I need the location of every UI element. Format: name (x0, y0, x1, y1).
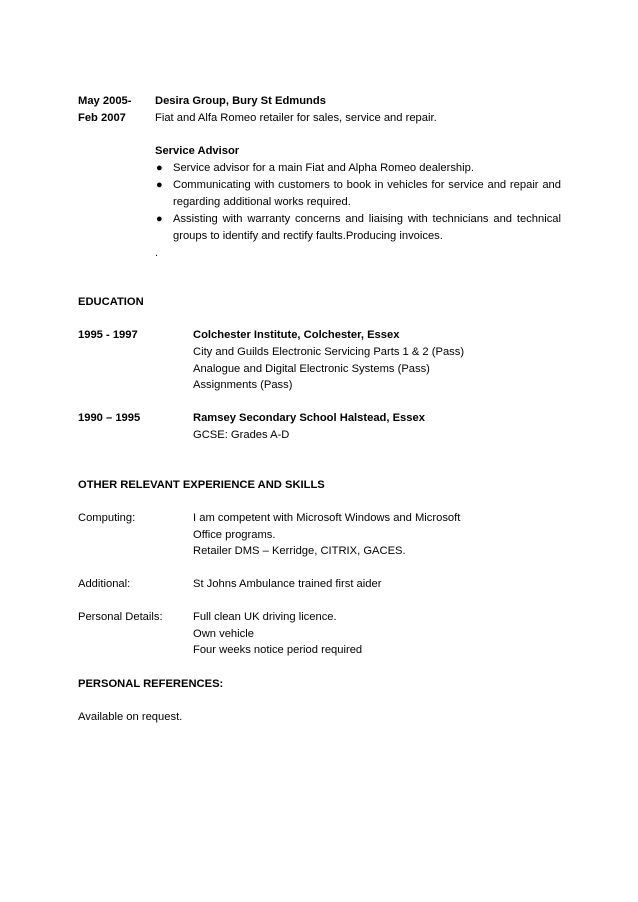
skills-personal-line: Own vehicle (193, 628, 254, 640)
references-heading: PERSONAL REFERENCES: (78, 678, 224, 690)
skills-computing-line: Retailer DMS – Kerridge, CITRIX, GACES. (193, 545, 406, 557)
education-years: 1995 - 1997 (78, 329, 138, 341)
education-years: 1990 – 1995 (78, 412, 141, 424)
education-line: Analogue and Digital Electronic Systems (Pass) (193, 363, 430, 375)
skills-computing-label: Computing: (78, 512, 136, 524)
skills-additional-label: Additional: (78, 578, 131, 590)
skills-computing-line: I am competent with Microsoft Windows and Microsoft (193, 512, 461, 524)
skills-personal-line: Full clean UK driving licence. (193, 611, 337, 623)
job-employer: Desira Group, Bury St Edmunds (155, 95, 326, 107)
skills-personal-line: Four weeks notice period required (193, 644, 363, 656)
trailing-period: . (155, 247, 159, 259)
skills-heading: OTHER RELEVANT EXPERIENCE AND SKILLS (78, 479, 325, 491)
job-bullet-item: Communicating with customers to book in vehicles for service and repair and regarding additional works required. (173, 179, 561, 208)
education-line: City and Guilds Electronic Servicing Parts 1 & 2 (Pass) (193, 346, 465, 358)
job-bullet-item: Service advisor for a main Fiat and Alpha Romeo dealership. (173, 162, 474, 174)
skills-personal-label: Personal Details: (78, 611, 163, 623)
education-school: Colchester Institute, Colchester, Essex (193, 329, 400, 341)
job-employer-description: Fiat and Alfa Romeo retailer for sales, service and repair. (155, 112, 437, 124)
job-bullet-item: Assisting with warranty concerns and liaising with technicians and technical groups to identify and rectify faults.Producing invoices. (173, 213, 561, 242)
skills-additional-line: St Johns Ambulance trained first aider (193, 578, 382, 590)
education-line: Assignments (Pass) (193, 379, 293, 391)
references-text: Available on request. (78, 711, 183, 723)
job-role-title: Service Advisor (155, 145, 240, 157)
education-line: GCSE: Grades A-D (193, 429, 290, 441)
job-date-end: Feb 2007 (78, 112, 126, 124)
education-school: Ramsey Secondary School Halstead, Essex (193, 412, 425, 424)
bullet-icon: ● (156, 213, 163, 225)
job-date-start: May 2005- (78, 95, 132, 107)
education-heading: EDUCATION (78, 296, 144, 308)
skills-computing-line: Office programs. (193, 529, 276, 541)
bullet-icon: ● (156, 162, 163, 174)
bullet-icon: ● (156, 179, 163, 191)
